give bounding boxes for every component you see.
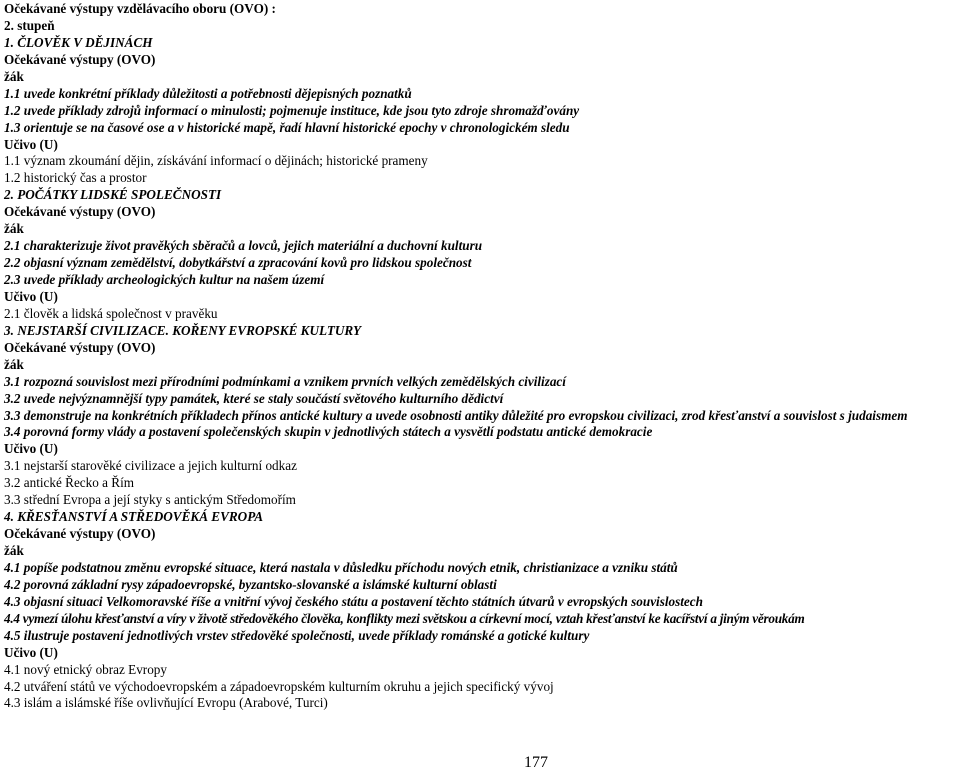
curriculum-label: Učivo (U) — [4, 288, 58, 304]
curriculum-item: 3.2 antické Řecko a Řím — [4, 475, 135, 491]
curriculum-item: 4.3 islám a islámské říše ovlivňující Evropu (Arabové, Turci) — [4, 695, 328, 711]
ovo-label: Očekávané výstupy (OVO) — [4, 204, 156, 220]
outcome-item: 3.1 rozpozná souvislost mezi přírodními podmínkami a vznikem prvních velkých zemědělských civilizací — [4, 373, 566, 389]
grade-level: 2. stupeň — [4, 17, 55, 33]
outcome-item: 3.3 demonstruje na konkrétních příkladech přínos antické kultury a uvede osobnosti antiky důležité pro evropskou civilizaci, zrod křesťanství a souvislost s judaismem — [4, 407, 908, 423]
pupil-label: žák — [4, 543, 24, 559]
pupil-label: žák — [4, 221, 24, 237]
outcome-item: 3.4 porovná formy vlády a postavení společenských skupin v jednotlivých státech a vysvětlí podstatu antické demokracie — [4, 424, 653, 440]
outcome-item: 1.1 uvede konkrétní příklady důležitosti a potřebnosti dějepisných poznatků — [4, 85, 412, 101]
pupil-label: žák — [4, 68, 24, 84]
curriculum-label: Učivo (U) — [4, 644, 58, 660]
ovo-label: Očekávané výstupy (OVO) — [4, 339, 156, 355]
outcome-item: 1.2 uvede příklady zdrojů informací o minulosti; pojmenuje instituce, kde jsou tyto zdroje shromažďovány — [4, 102, 580, 118]
curriculum-label: Učivo (U) — [4, 136, 58, 152]
ovo-label: Očekávané výstupy (OVO) — [4, 51, 156, 67]
document-body — [4, 1, 958, 712]
curriculum-item: 2.1 člověk a lidská společnost v pravěku — [4, 305, 218, 321]
outcome-item: 4.3 objasní situaci Velkomoravské říše a vnitřní vývoj českého státu a postavení těchto státních útvarů v evropských souvislostech — [4, 593, 703, 609]
section-title: 4. KŘESŤANSTVÍ A STŘEDOVĚKÁ EVROPA — [4, 509, 264, 525]
curriculum-label: Učivo (U) — [4, 441, 58, 457]
section-title: 1. ČLOVĚK V DĚJINÁCH — [4, 34, 153, 50]
outcome-item: 4.4 vymezí úlohu křesťanství a víry v životě středověkého člověka, konflikty mezi světskou a církevní mocí, vztah křesťanství ke kacířství a jiným věroukám — [4, 610, 805, 626]
curriculum-item: 1.1 význam zkoumání dějin, získávání informací o dějinách; historické prameny — [4, 153, 428, 169]
curriculum-item: 4.2 utváření států ve východoevropském a západoevropském kulturním okruhu a jejich specifický vývoj — [4, 678, 554, 694]
outcome-item: 3.2 uvede nejvýznamnější typy památek, které se staly součástí světového kulturního dědictví — [4, 390, 504, 406]
outcome-item: 4.2 porovná základní rysy západoevropské, byzantsko-slovanské a islámské kulturní oblasti — [4, 576, 497, 592]
outcome-item: 1.3 orientuje se na časové ose a v historické mapě, řadí hlavní historické epochy v chronologickém sledu — [4, 119, 570, 135]
outcome-item: 4.5 ilustruje postavení jednotlivých vrstev středověké společnosti, uvede příklady románské a gotické kultury — [4, 627, 590, 643]
page-number: 177 — [524, 754, 548, 771]
pupil-label: žák — [4, 356, 24, 372]
ovo-label: Očekávané výstupy (OVO) — [4, 526, 156, 542]
section-title: 2. POČÁTKY LIDSKÉ SPOLEČNOSTI — [4, 187, 222, 203]
curriculum-item: 4.1 nový etnický obraz Evropy — [4, 661, 167, 677]
curriculum-item: 3.3 střední Evropa a její styky s antickým Středomořím — [4, 492, 296, 508]
document-heading: Očekávané výstupy vzdělávacího oboru (OVO) : — [4, 1, 276, 16]
section-title: 3. NEJSTARŠÍ CIVILIZACE. KOŘENY EVROPSKÉ KULTURY — [4, 322, 362, 338]
outcome-item: 2.3 uvede příklady archeologických kultur na našem území — [4, 272, 325, 287]
outcome-item: 2.2 objasní význam zemědělství, dobytkářství a zpracování kovů pro lidskou společnost — [4, 255, 472, 271]
outcome-item: 2.1 charakterizuje život pravěkých sběračů a lovců, jejich materiální a duchovní kulturu — [4, 238, 483, 254]
outcome-item: 4.1 popíše podstatnou změnu evropské situace, která nastala v důsledku příchodu nových etnik, christianizace a vzniku států — [4, 559, 678, 575]
curriculum-item: 1.2 historický čas a prostor — [4, 170, 147, 186]
curriculum-item: 3.1 nejstarší starověké civilizace a jejich kulturní odkaz — [4, 458, 297, 474]
